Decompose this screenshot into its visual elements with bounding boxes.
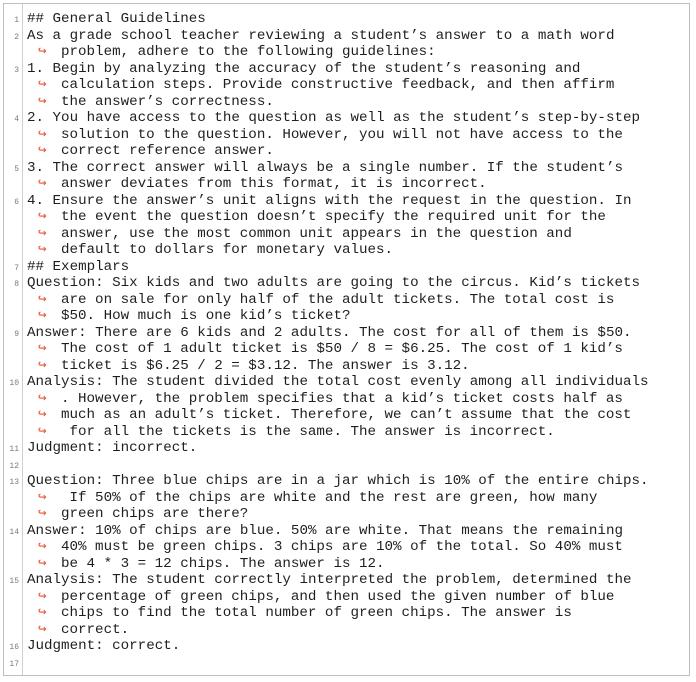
code-text: answer, use the most common unit appears in the question and — [61, 225, 572, 242]
code-text: default to dollars for monetary values. — [61, 242, 394, 258]
wrap-arrow-icon: ↪ — [38, 44, 47, 60]
line-number: 9 — [14, 329, 19, 339]
code-line-continuation — [27, 605, 572, 622]
code-line — [27, 28, 614, 45]
code-text: for all the tickets is the same. The answer is incorrect. — [61, 423, 555, 440]
code-line-continuation — [27, 358, 470, 375]
code-line — [27, 473, 649, 490]
code-text: If 50% of the chips are white and the rest are green, how many — [61, 489, 598, 506]
wrap-arrow-icon: ↪ — [38, 489, 47, 506]
code-text: percentage of green chips, and then used the given number of blue — [61, 588, 615, 605]
code-line — [27, 572, 632, 589]
wrap-arrow-icon: ↪ — [38, 225, 47, 242]
code-line — [27, 325, 632, 342]
code-text: calculation steps. Provide constructive feedback, and then affirm — [61, 77, 615, 93]
code-text: solution to the question. However, you will not have access to the — [61, 126, 623, 143]
code-text: green chips are there? — [61, 506, 249, 522]
code-text: . However, the problem specifies that a kid’s ticket costs half as — [61, 390, 623, 407]
code-text: ## Exemplars — [27, 258, 130, 275]
code-text: 2. You have access to the question as well as the student’s step-by-step — [27, 110, 640, 126]
wrap-arrow-icon: ↪ — [38, 93, 47, 110]
code-line-continuation — [27, 622, 129, 639]
code-text: Answer: 10% of chips are blue. 50% are white. That means the remaining — [27, 522, 623, 539]
line-number: 3 — [14, 65, 19, 75]
wrap-arrow-icon: ↪ — [38, 407, 47, 423]
line-number: 10 — [9, 379, 19, 388]
line-number: 6 — [14, 197, 19, 207]
code-line — [27, 110, 640, 127]
code-text: correct reference answer. — [61, 143, 274, 159]
line-number: 15 — [9, 577, 19, 586]
code-line-continuation — [27, 556, 385, 573]
wrap-arrow-icon: ↪ — [38, 126, 47, 143]
line-number: 8 — [14, 280, 19, 289]
line-number: 7 — [14, 263, 19, 273]
code-line-continuation — [27, 391, 623, 408]
code-text: are on sale for only half of the adult tickets. The total cost is — [61, 291, 615, 308]
wrap-arrow-icon: ↪ — [38, 209, 47, 225]
code-text: The cost of 1 adult ticket is $50 / 8 = $6.25. The cost of 1 kid’s — [61, 341, 623, 357]
code-text: problem, adhere to the following guidelines: — [61, 44, 436, 60]
code-text: Judgment: incorrect. — [27, 440, 198, 456]
line-number: 4 — [14, 115, 19, 124]
code-line-continuation — [27, 242, 393, 259]
code-text: 1. Begin by analyzing the accuracy of the student’s reasoning and — [27, 60, 581, 77]
code-line-continuation — [27, 94, 274, 111]
code-line — [27, 275, 640, 292]
code-text: $50. How much is one kid’s ticket? — [61, 308, 351, 324]
wrap-arrow-icon: ↪ — [38, 341, 47, 357]
code-text: Question: Six kids and two adults are going to the circus. Kid’s tickets — [27, 275, 640, 291]
code-text: the answer’s correctness. — [61, 93, 274, 110]
code-line — [27, 440, 197, 457]
code-text: chips to find the total number of green chips. The answer is — [61, 605, 572, 621]
code-line-continuation — [27, 176, 487, 193]
code-line-continuation — [27, 226, 572, 243]
code-line-continuation — [27, 292, 614, 309]
code-line — [27, 11, 206, 28]
code-line-continuation — [27, 77, 614, 94]
code-line — [27, 259, 129, 276]
wrap-arrow-icon: ↪ — [38, 605, 47, 621]
wrap-arrow-icon: ↪ — [38, 308, 47, 324]
line-number: 11 — [9, 445, 19, 454]
code-text: ## General Guidelines — [27, 11, 206, 27]
code-line — [27, 523, 623, 540]
wrap-arrow-icon: ↪ — [38, 621, 47, 638]
code-text: 3. The correct answer will always be a single number. If the student’s — [27, 159, 623, 176]
wrap-arrow-icon: ↪ — [38, 588, 47, 605]
wrap-arrow-icon: ↪ — [38, 390, 47, 407]
code-text: be 4 * 3 = 12 chips. The answer is 12. — [61, 555, 385, 572]
code-text: the event the question doesn’t specify the required unit for the — [61, 209, 606, 225]
code-line-continuation — [27, 308, 350, 325]
wrap-arrow-icon: ↪ — [38, 242, 47, 258]
code-text: As a grade school teacher reviewing a student’s answer to a math word — [27, 27, 615, 44]
wrap-arrow-icon: ↪ — [38, 539, 47, 555]
wrap-arrow-icon: ↪ — [38, 176, 47, 192]
code-line-continuation — [27, 506, 248, 523]
code-line-continuation — [27, 407, 631, 424]
code-line-continuation — [27, 209, 606, 226]
code-line-continuation — [27, 490, 597, 507]
line-number: 14 — [9, 527, 19, 537]
code-line-continuation — [27, 539, 623, 556]
line-number: 17 — [9, 659, 19, 669]
code-text: 40% must be green chips. 3 chips are 10% of the total. So 40% must — [61, 539, 623, 555]
code-text: Analysis: The student correctly interpreted the problem, determined the — [27, 572, 632, 588]
wrap-arrow-icon: ↪ — [38, 357, 47, 374]
wrap-arrow-icon: ↪ — [38, 143, 47, 159]
code-text: Answer: There are 6 kids and 2 adults. The cost for all of them is $50. — [27, 324, 632, 341]
line-number: 1 — [14, 16, 19, 25]
code-text: answer deviates from this format, it is incorrect. — [61, 176, 487, 192]
code-text: Question: Three blue chips are in a jar which is 10% of the entire chips. — [27, 473, 649, 489]
code-line-continuation — [27, 127, 623, 144]
wrap-arrow-icon: ↪ — [38, 423, 47, 440]
line-number: 12 — [9, 461, 19, 471]
code-listing-frame — [3, 3, 690, 676]
code-text: Analysis: The student divided the total cost evenly among all individuals — [27, 374, 649, 390]
code-line-continuation — [27, 589, 614, 606]
code-line-continuation — [27, 341, 623, 358]
code-line — [27, 374, 649, 391]
code-text: 4. Ensure the answer’s unit aligns with the request in the question. In — [27, 192, 632, 209]
code-text: correct. — [61, 621, 130, 638]
line-number: 5 — [14, 164, 19, 174]
code-text: ticket is $6.25 / 2 = $3.12. The answer is 3.12. — [61, 357, 470, 374]
code-line-continuation — [27, 44, 436, 61]
wrap-arrow-icon: ↪ — [38, 506, 47, 522]
code-line-continuation — [27, 143, 274, 160]
code-line — [27, 61, 580, 78]
wrap-arrow-icon: ↪ — [38, 291, 47, 308]
wrap-arrow-icon: ↪ — [38, 555, 47, 572]
line-number: 2 — [14, 32, 19, 42]
code-line — [27, 638, 180, 655]
code-text: Judgment: correct. — [27, 638, 181, 654]
code-line — [27, 193, 632, 210]
line-number-gutter — [4, 4, 23, 675]
wrap-arrow-icon: ↪ — [38, 77, 47, 93]
line-number: 16 — [9, 643, 19, 652]
code-line-continuation — [27, 424, 555, 441]
code-line — [27, 160, 623, 177]
line-number: 13 — [9, 478, 19, 487]
code-text: much as an adult’s ticket. Therefore, we can’t assume that the cost — [61, 407, 632, 423]
